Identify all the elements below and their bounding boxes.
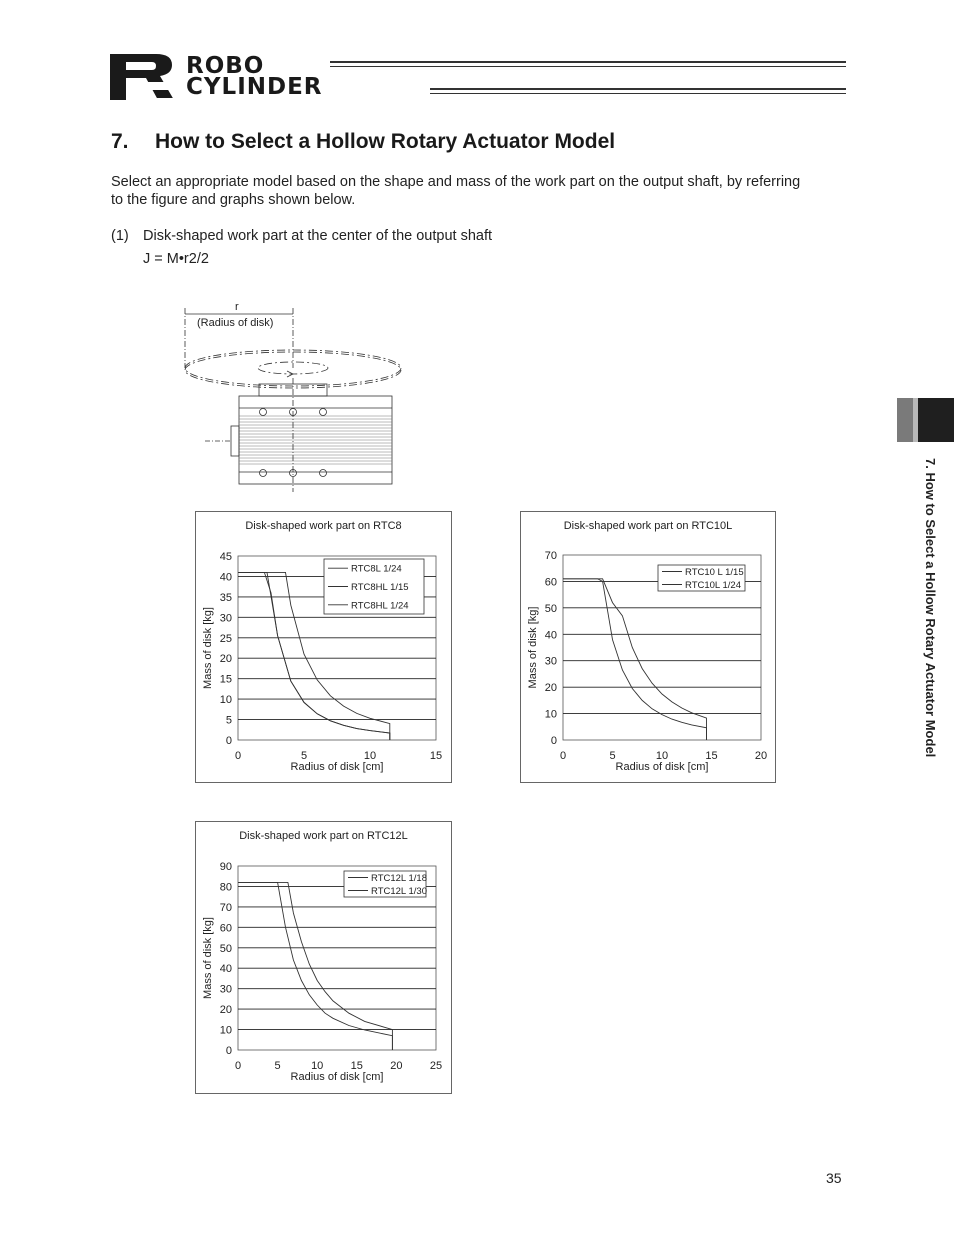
section-title — [111, 130, 615, 154]
x-tick-label: 15 — [350, 1060, 363, 1072]
series-line — [238, 882, 392, 1050]
chart-title: Disk-shaped work part on RTC8 — [245, 520, 402, 532]
y-tick-label: 0 — [225, 1045, 232, 1057]
chart-rtc8 — [195, 511, 452, 783]
series-line — [563, 579, 707, 740]
legend-label: RTC8HL 1/24 — [351, 600, 409, 612]
x-tick-label: 10 — [655, 750, 669, 762]
x-tick-label: 0 — [559, 750, 567, 762]
series-line — [238, 882, 392, 1050]
y-tick-label: 50 — [219, 942, 232, 955]
x-tick-label: 10 — [363, 750, 377, 762]
y-tick-label: 5 — [225, 714, 232, 727]
x-axis-label: Radius of disk [cm] — [290, 761, 384, 773]
chart-rtc12l — [195, 821, 452, 1094]
y-tick-label: 40 — [544, 629, 557, 642]
y-tick-label: 50 — [544, 602, 557, 615]
y-tick-label: 15 — [219, 673, 232, 686]
y-tick-label: 20 — [219, 1004, 232, 1017]
y-tick-label: 70 — [544, 550, 557, 562]
actuator-figure — [175, 298, 415, 494]
chapter-tab-marker — [897, 398, 913, 442]
brand-line2: CYLINDER — [186, 74, 323, 100]
y-tick-label: 45 — [219, 551, 232, 563]
x-tick-label: 25 — [429, 1060, 443, 1072]
legend-label: RTC12L 1/30 — [371, 886, 427, 897]
x-axis-label: Radius of disk [cm] — [290, 1071, 384, 1083]
legend-label: RTC8HL 1/15 — [351, 582, 409, 593]
y-tick-label: 40 — [219, 963, 232, 976]
chart-title: Disk-shaped work part on RTC12L — [239, 830, 408, 842]
page-number: 35 — [826, 1170, 842, 1186]
x-tick-label: 5 — [609, 750, 616, 762]
y-axis-label: Mass of disk [kg] — [202, 607, 214, 689]
list-item-number: (1) — [111, 228, 129, 244]
y-tick-label: 90 — [219, 861, 232, 873]
header-rule-bottom — [430, 88, 846, 94]
x-tick-label: 20 — [754, 750, 768, 762]
x-tick-label: 15 — [429, 750, 443, 762]
y-tick-label: 30 — [219, 612, 232, 625]
brand-line1: ROBO — [186, 53, 265, 79]
series-line — [563, 579, 707, 740]
inertia-formula: J = M•r2/2 — [143, 251, 209, 267]
y-tick-label: 70 — [219, 901, 232, 914]
section-title-text: How to Select a Hollow Rotary Actuator Model — [155, 130, 616, 153]
legend-label: RTC10L 1/24 — [685, 580, 741, 591]
y-tick-label: 60 — [219, 922, 232, 935]
chart-rtc8-svg — [196, 512, 451, 782]
x-tick-label: 5 — [300, 750, 308, 762]
y-axis-label: Mass of disk [kg] — [202, 917, 214, 999]
y-tick-label: 25 — [219, 632, 232, 645]
y-tick-label: 60 — [544, 576, 557, 589]
list-item-text: Disk-shaped work part at the center of the output shaft — [143, 228, 492, 244]
y-tick-label: 40 — [219, 571, 232, 584]
section-number: 7. — [111, 130, 129, 153]
chapter-tab-marker-dark — [918, 398, 954, 442]
x-tick-label: 15 — [705, 750, 718, 762]
header-rule-top — [330, 61, 846, 67]
legend-label: RTC8L 1/24 — [351, 563, 402, 575]
x-tick-label: 20 — [390, 1060, 403, 1072]
x-tick-label: 10 — [311, 1060, 324, 1072]
chart-title: Disk-shaped work part on RTC10L — [563, 520, 733, 532]
y-tick-label: 30 — [544, 655, 557, 668]
r-label: r — [235, 301, 239, 313]
chart-rtc10l — [520, 511, 776, 783]
y-tick-label: 10 — [544, 708, 557, 721]
y-tick-label: 20 — [219, 653, 232, 666]
y-tick-label: 10 — [219, 694, 232, 707]
legend-label: RTC10 L 1/15 — [685, 567, 744, 578]
chart-rtc12l-svg — [196, 822, 451, 1093]
intro-paragraph: Select an appropriate model based on the shape and mass of the work part on the output shaft, by referring to the figure and graphs shown below. — [111, 174, 801, 208]
chart-rtc10l-svg — [521, 512, 775, 782]
y-tick-label: 10 — [219, 1024, 232, 1037]
rc-logo-icon — [108, 52, 180, 102]
y-tick-label: 20 — [544, 682, 557, 695]
y-tick-label: 80 — [219, 881, 232, 894]
y-tick-label: 0 — [550, 735, 557, 747]
x-tick-label: 5 — [274, 1060, 281, 1072]
y-tick-label: 0 — [225, 735, 232, 747]
x-tick-label: 0 — [234, 1060, 242, 1072]
legend-label: RTC12L 1/18 — [371, 873, 427, 884]
x-axis-label: Radius of disk [cm] — [615, 761, 709, 773]
list-item — [111, 228, 492, 244]
brand-wordmark — [186, 53, 323, 100]
y-tick-label: 30 — [219, 983, 232, 996]
radius-label: (Radius of disk) — [197, 317, 274, 329]
y-axis-label: Mass of disk [kg] — [527, 606, 539, 689]
chapter-side-label — [920, 458, 940, 818]
chapter-side-label-text: 7. How to Select a Hollow Rotary Actuator Model — [923, 458, 938, 758]
x-tick-label: 0 — [234, 750, 242, 762]
y-tick-label: 35 — [219, 591, 232, 604]
